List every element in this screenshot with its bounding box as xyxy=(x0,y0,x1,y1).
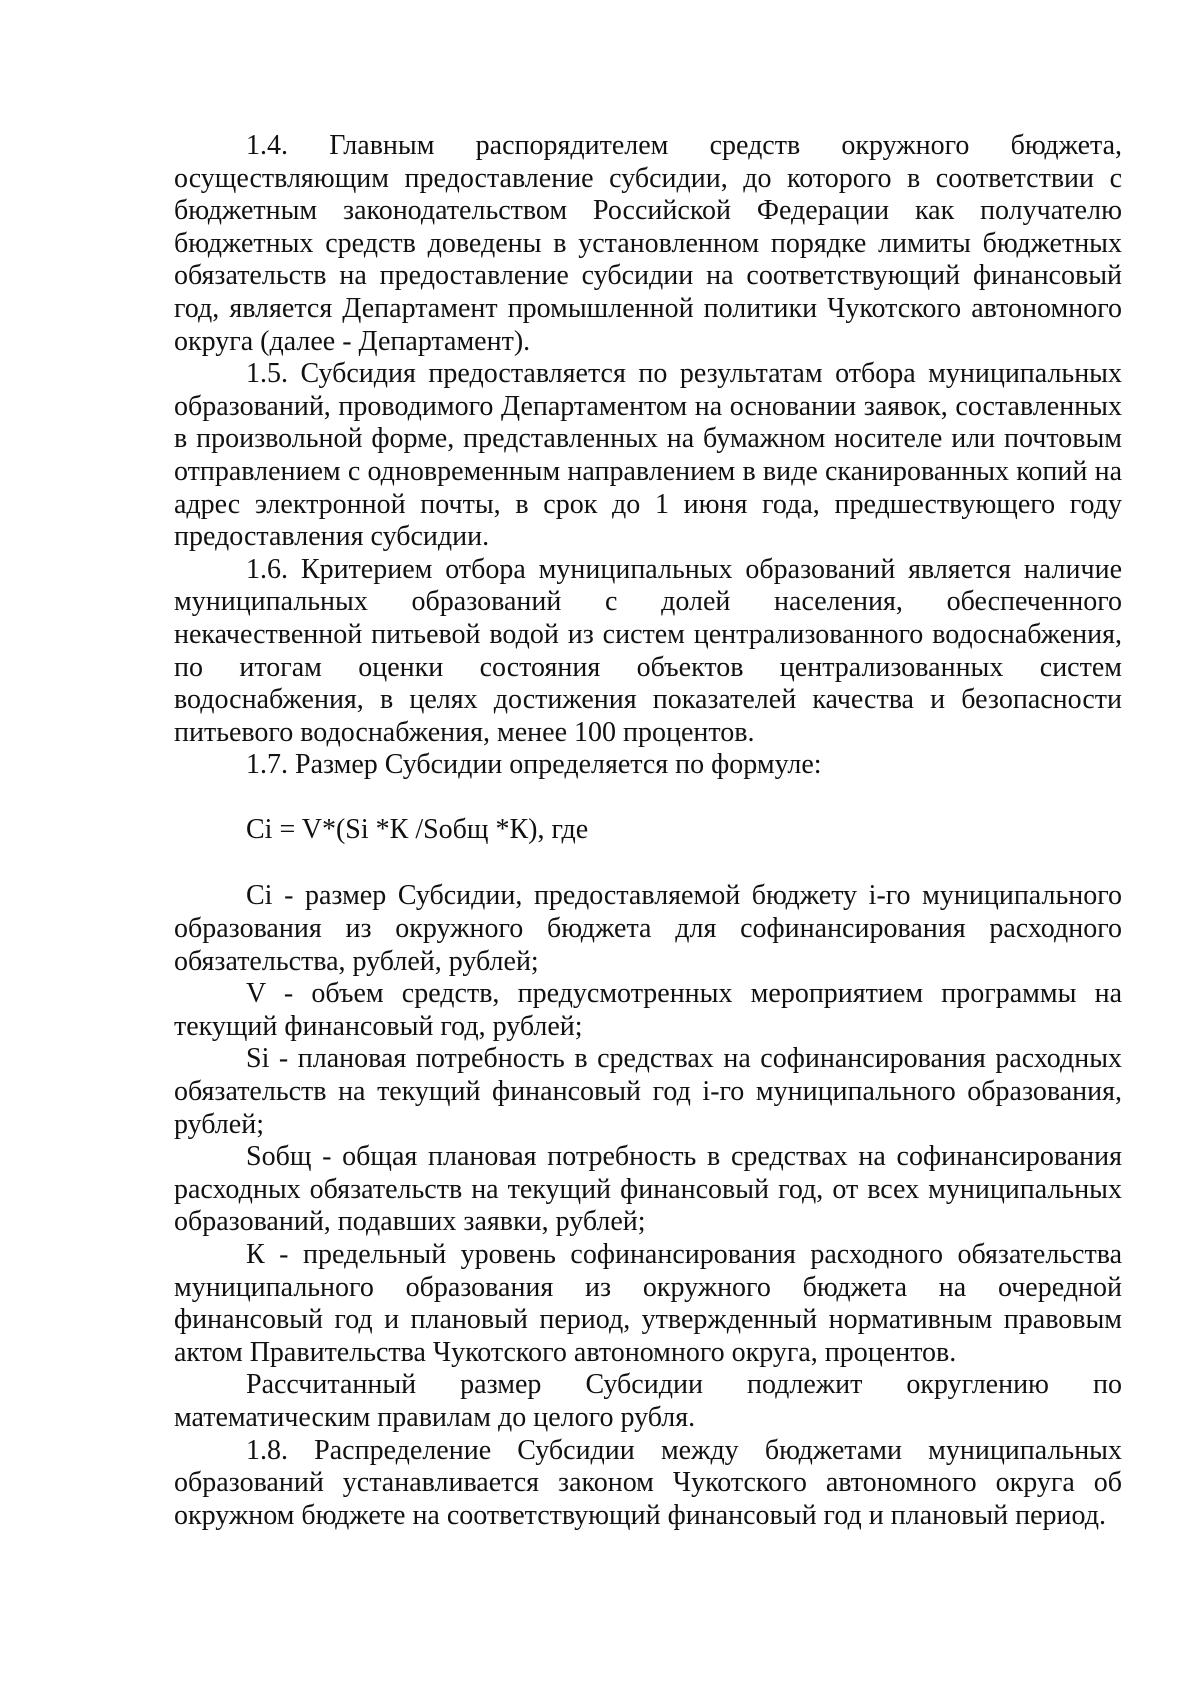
paragraph-1-4: 1.4. Главным распорядителем средств окружного бюджета, осуществляющим предоставление субсидии, до которого в соответствии с бюджетным законодательством Российской Федерации как получателю бюджетных средств доведены в установленном порядке лимиты бюджетных обязательств на предоставление субсидии на соответствующий финансовый год, является Департамент промышленной политики Чукотского автономного округа (далее - Департамент). xyxy=(174,130,1122,357)
rounding-rule: Рассчитанный размер Субсидии подлежит округлению по математическим правилам до целого рубля. xyxy=(174,1369,1122,1433)
definition-si: Si - плановая потребность в средствах на софинансирования расходных обязательств на текущий финансовый год i-го муниципального образования, рублей; xyxy=(174,1043,1122,1140)
paragraph-1-8: 1.8. Распределение Субсидии между бюджетами муниципальных образований устанавливается законом Чукотского автономного округа об окружном бюджете на соответствующий финансовый год и плановый период. xyxy=(174,1434,1122,1531)
definition-sobsch: Sобщ - общая плановая потребность в средствах на софинансирования расходных обязательств на текущий финансовый год, от всех муниципальных образований, подавших заявки, рублей; xyxy=(174,1141,1122,1238)
definition-ci: Ci - размер Субсидии, предоставляемой бюджету i-го муниципального образования из окружного бюджета для софинансирования расходного обязательства, рублей, рублей; xyxy=(174,880,1122,977)
subsidy-formula: Ci = V*(Si *К /Sобщ *К), где xyxy=(246,813,589,845)
paragraph-1-7: 1.7. Размер Субсидии определяется по формуле: xyxy=(246,749,822,781)
paragraph-1-5: 1.5. Субсидия предоставляется по результатам отбора муниципальных образований, проводимого Департаментом на основании заявок, составленных в произвольной форме, представленных на бумажном носителе или почтовым отправлением с одновременным направлением в виде сканированных копий на адрес электронной почты, в срок до 1 июня года, предшествующего году предоставления субсидии. xyxy=(174,358,1122,553)
paragraph-1-6: 1.6. Критерием отбора муниципальных образований является наличие муниципальных образований с долей населения, обеспеченного некачественной питьевой водой из систем централизованного водоснабжения, по итогам оценки состояния объектов централизованных систем водоснабжения, в целях достижения показателей качества и безопасности питьевого водоснабжения, менее 100 процентов. xyxy=(174,553,1122,748)
definition-k: К - предельный уровень софинансирования расходного обязательства муниципального образования из окружного бюджета на очередной финансовый год и плановый период, утвержденный нормативным правовым актом Правительства Чукотского автономного округа, процентов. xyxy=(174,1239,1122,1368)
document-page xyxy=(174,130,1122,1532)
definition-v: V - объем средств, предусмотренных мероприятием программы на текущий финансовый год, рублей; xyxy=(174,978,1122,1042)
